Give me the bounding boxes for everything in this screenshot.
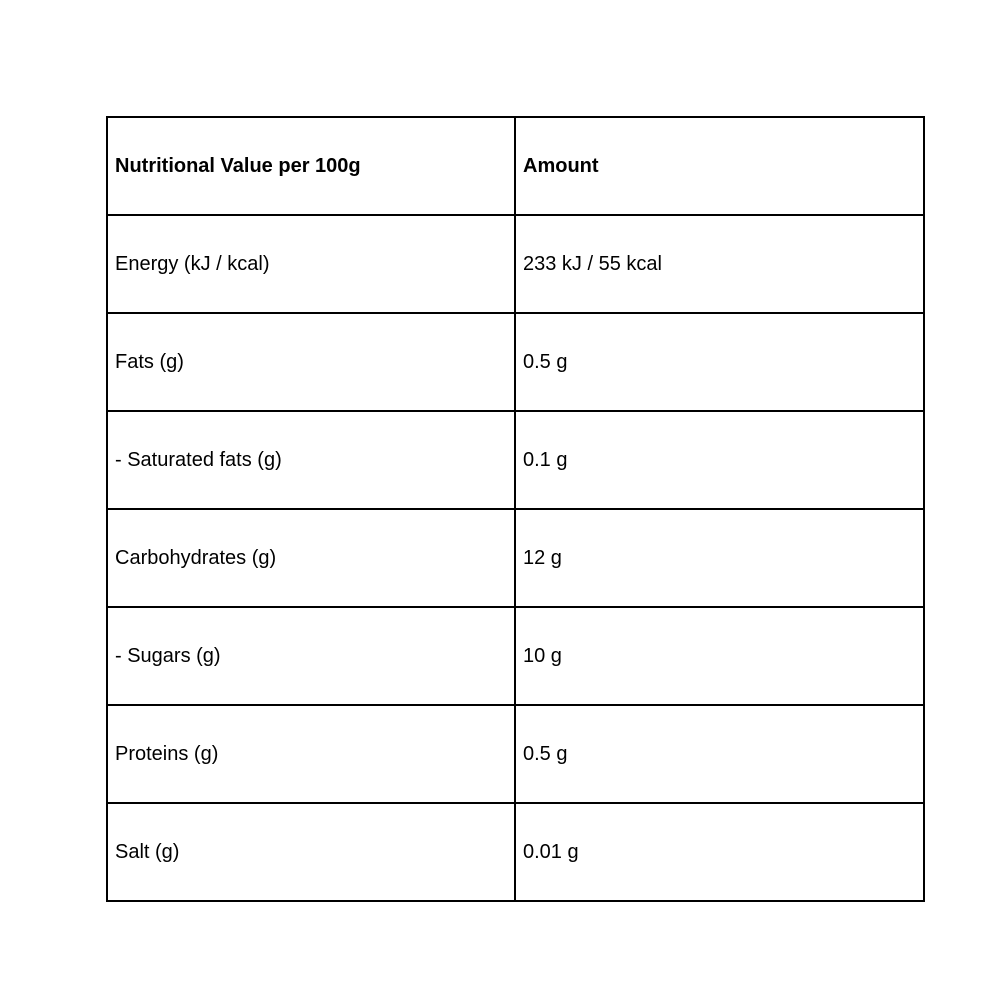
amount-cell: 10 g	[515, 607, 924, 705]
table-row	[107, 803, 924, 901]
header-amount: Amount	[515, 117, 924, 215]
table-row	[107, 607, 924, 705]
amount-cell: 0.01 g	[515, 803, 924, 901]
table-header-row	[107, 117, 924, 215]
nutrient-cell: Salt (g)	[107, 803, 515, 901]
amount-cell: 0.5 g	[515, 313, 924, 411]
header-nutrient: Nutritional Value per 100g	[107, 117, 515, 215]
table-row	[107, 215, 924, 313]
nutrient-cell: - Saturated fats (g)	[107, 411, 515, 509]
table-row	[107, 313, 924, 411]
nutrient-cell: - Sugars (g)	[107, 607, 515, 705]
table-row	[107, 705, 924, 803]
nutrient-cell: Fats (g)	[107, 313, 515, 411]
nutrition-table	[106, 116, 925, 902]
amount-cell: 0.1 g	[515, 411, 924, 509]
nutrient-cell: Carbohydrates (g)	[107, 509, 515, 607]
table-row	[107, 509, 924, 607]
amount-cell: 12 g	[515, 509, 924, 607]
amount-cell: 0.5 g	[515, 705, 924, 803]
amount-cell: 233 kJ / 55 kcal	[515, 215, 924, 313]
nutrient-cell: Proteins (g)	[107, 705, 515, 803]
table-row	[107, 411, 924, 509]
nutrient-cell: Energy (kJ / kcal)	[107, 215, 515, 313]
